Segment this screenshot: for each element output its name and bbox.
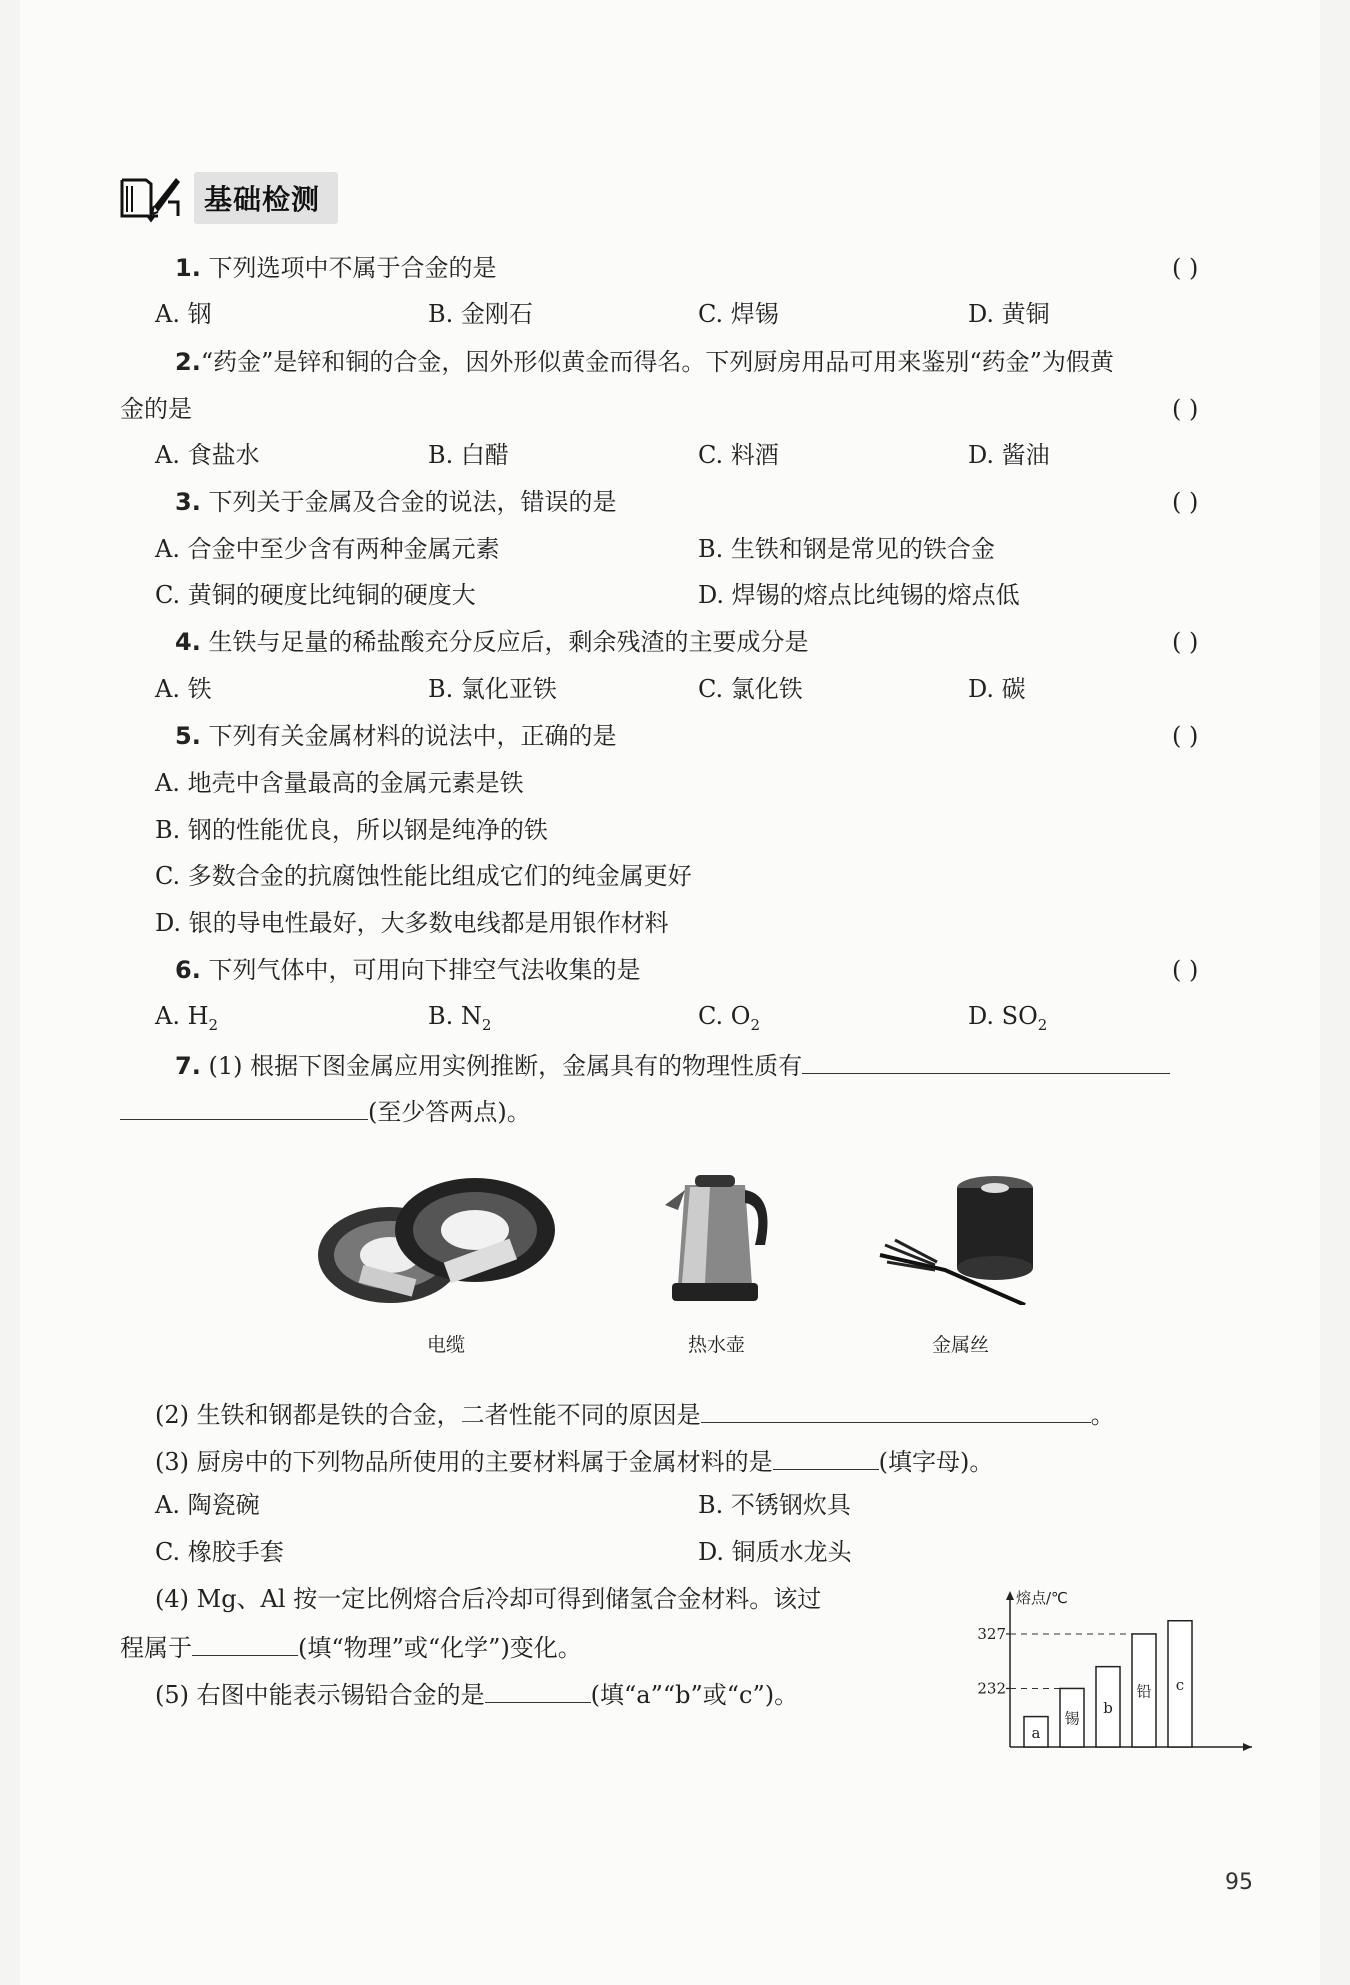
q4-answer-paren: ( ) bbox=[1172, 628, 1199, 656]
bar-label: b bbox=[1103, 1698, 1113, 1717]
q7-part1-blank-cont[interactable] bbox=[120, 1093, 368, 1120]
q3-option-a: A. 合金中至少含有两种金属元素 bbox=[155, 535, 500, 563]
q2-stem-cont: 金的是 bbox=[120, 395, 192, 423]
q1-option-b: B. 金刚石 bbox=[428, 300, 533, 328]
cable-caption: 电缆 bbox=[427, 1334, 466, 1356]
cable-image bbox=[310, 1160, 570, 1310]
q2-option-c: C. 料酒 bbox=[698, 441, 779, 469]
q6-option-a: A. $H_2$ bbox=[155, 1002, 219, 1034]
q7-part5-blank[interactable] bbox=[485, 1676, 591, 1703]
q7-part3-option-b: B. 不锈钢炊具 bbox=[698, 1491, 851, 1519]
q7-part3: (3) 厨房中的下列物品所使用的主要材料属于金属材料的是 (填字母)。 bbox=[155, 1443, 993, 1478]
q1-stem: 1. 下列选项中不属于合金的是 bbox=[175, 254, 497, 282]
y-axis-arrow bbox=[1006, 1591, 1014, 1600]
q7-part4-blank[interactable] bbox=[192, 1629, 298, 1656]
q6-answer-paren: ( ) bbox=[1172, 956, 1199, 984]
section-header bbox=[118, 172, 338, 224]
q4-option-c: C. 氯化铁 bbox=[698, 675, 803, 703]
q3-answer-paren: ( ) bbox=[1172, 488, 1199, 516]
q1-option-c: C. 焊锡 bbox=[698, 300, 779, 328]
bar-label: 铅 bbox=[1136, 1682, 1152, 1701]
page bbox=[20, 0, 1320, 1985]
q5-option-c: C. 多数合金的抗腐蚀性能比组成它们的纯金属更好 bbox=[155, 862, 692, 890]
q5-answer-paren: ( ) bbox=[1172, 722, 1199, 750]
q1-option-d: D. 黄铜 bbox=[968, 300, 1050, 328]
page-number: 95 bbox=[1225, 1870, 1253, 1895]
x-axis-arrow bbox=[1243, 1743, 1252, 1751]
kettle-caption: 热水壶 bbox=[688, 1334, 746, 1356]
q7-part2: (2) 生铁和钢都是铁的合金，二者性能不同的原因是 。 bbox=[155, 1396, 1115, 1431]
q5-option-d: D. 银的导电性最好，大多数电线都是用银作材料 bbox=[155, 909, 669, 937]
q7-part5: (5) 右图中能表示锡铅合金的是 (填“a”“b”或“c”)。 bbox=[155, 1676, 798, 1711]
y-tick-label: 327 bbox=[977, 1624, 1006, 1643]
q3-option-b: B. 生铁和钢是常见的铁合金 bbox=[698, 535, 995, 563]
q4-option-d: D. 碳 bbox=[968, 675, 1026, 703]
q7-part4-cont: 程属于 (填“物理”或“化学”)变化。 bbox=[120, 1629, 582, 1664]
q4-option-b: B. 氯化亚铁 bbox=[428, 675, 557, 703]
q5-stem: 5. 下列有关金属材料的说法中，正确的是 bbox=[175, 722, 617, 750]
q2-answer-paren: ( ) bbox=[1172, 395, 1199, 423]
kettle-image bbox=[660, 1165, 780, 1310]
q2-option-d: D. 酱油 bbox=[968, 441, 1050, 469]
q6-stem: 6. 下列气体中，可用向下排空气法收集的是 bbox=[175, 956, 641, 984]
bar-label: a bbox=[1031, 1723, 1041, 1742]
wire-caption: 金属丝 bbox=[932, 1334, 990, 1356]
wire-image bbox=[875, 1170, 1060, 1305]
q7-part2-blank[interactable] bbox=[701, 1396, 1091, 1423]
q3-stem: 3. 下列关于金属及合金的说法，错误的是 bbox=[175, 488, 617, 516]
q7-part3-option-c: C. 橡胶手套 bbox=[155, 1538, 284, 1566]
melting-point-chart bbox=[960, 1575, 1260, 1765]
q7-part3-option-d: D. 铜质水龙头 bbox=[698, 1538, 852, 1566]
bar-label: 锡 bbox=[1064, 1709, 1080, 1728]
q6-option-b: B. $N_2$ bbox=[428, 1002, 492, 1034]
q7-part1: 7. (1) 根据下图金属应用实例推断，金属具有的物理性质有 bbox=[175, 1047, 1170, 1082]
section-title: 基础检测 bbox=[194, 172, 338, 224]
q6-option-d: D. $SO_2$ bbox=[968, 1002, 1048, 1034]
book-pencil-icon bbox=[118, 172, 184, 224]
q1-answer-paren: ( ) bbox=[1172, 254, 1199, 282]
y-tick-label: 232 bbox=[977, 1679, 1006, 1698]
q3-option-d: D. 焊锡的熔点比纯锡的熔点低 bbox=[698, 581, 1020, 609]
q2-option-b: B. 白醋 bbox=[428, 441, 509, 469]
bar-label: c bbox=[1175, 1675, 1185, 1694]
q7-part3-blank[interactable] bbox=[773, 1443, 879, 1470]
q2-option-a: A. 食盐水 bbox=[155, 441, 260, 469]
q1-option-a: A. 钢 bbox=[155, 300, 212, 328]
q7-part1-cont: (至少答两点)。 bbox=[120, 1093, 531, 1128]
q7-part3-option-a: A. 陶瓷碗 bbox=[155, 1491, 260, 1519]
q6-option-c: C. $O_2$ bbox=[698, 1002, 760, 1034]
q4-option-a: A. 铁 bbox=[155, 675, 212, 703]
q5-option-b: B. 钢的性能优良，所以钢是纯净的铁 bbox=[155, 816, 548, 844]
q3-option-c: C. 黄铜的硬度比纯铜的硬度大 bbox=[155, 581, 476, 609]
y-axis-label: 熔点/℃ bbox=[1016, 1589, 1068, 1607]
q2-stem: 2.“药金”是锌和铜的合金，因外形似黄金而得名。下列厨房用品可用来鉴别“药金”为假黄 bbox=[175, 348, 1114, 376]
q5-option-a: A. 地壳中含量最高的金属元素是铁 bbox=[155, 769, 524, 797]
q7-part4: (4) Mg、Al 按一定比例熔合后冷却可得到储氢合金材料。该过 bbox=[155, 1585, 822, 1613]
q4-stem: 4. 生铁与足量的稀盐酸充分反应后，剩余残渣的主要成分是 bbox=[175, 628, 809, 656]
q7-part1-blank[interactable] bbox=[802, 1047, 1170, 1074]
